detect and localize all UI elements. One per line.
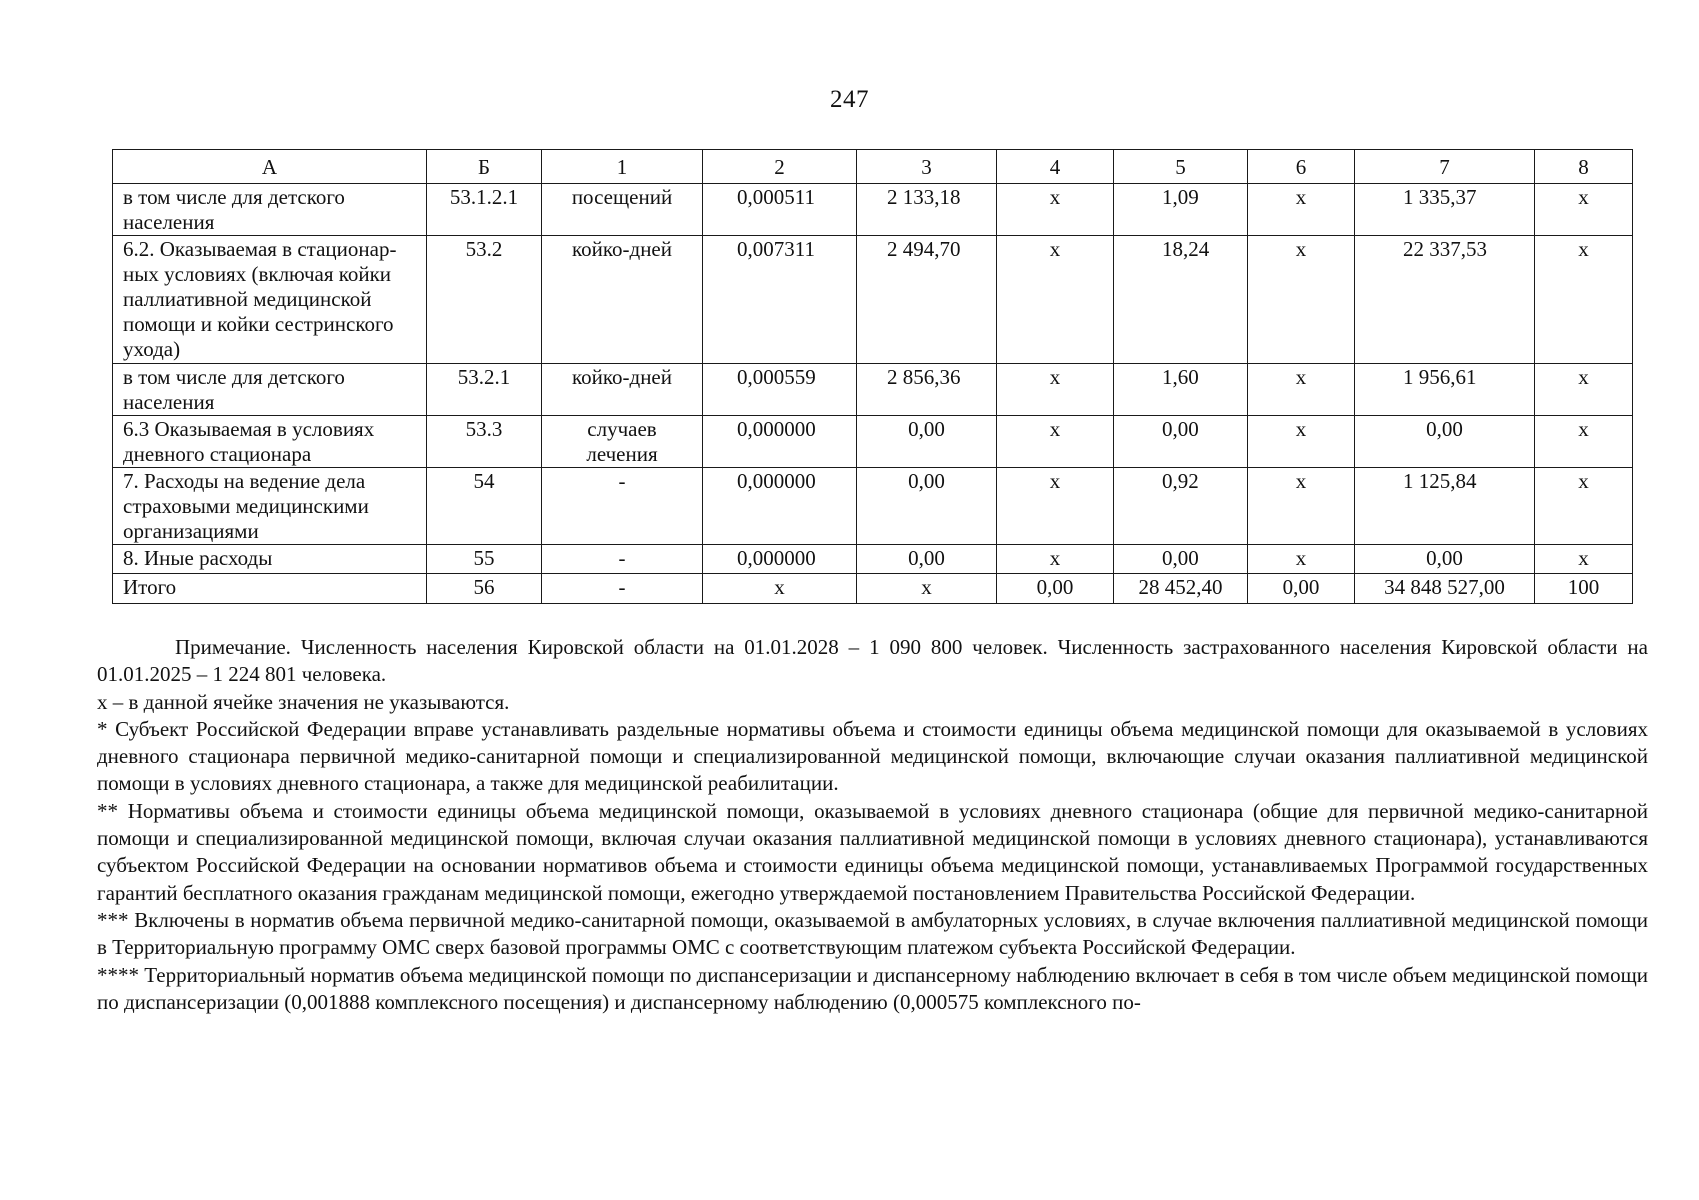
value-cell: 22 337,53 bbox=[1355, 236, 1535, 364]
column-header: Б bbox=[427, 150, 542, 184]
value-cell: 0,00 bbox=[997, 574, 1114, 604]
value-cell: 18,24 bbox=[1114, 236, 1248, 364]
data-table bbox=[112, 149, 1633, 604]
unit-cell: - bbox=[542, 574, 703, 604]
unit-cost-cell: 0,00 bbox=[857, 416, 997, 468]
column-header: 8 bbox=[1535, 150, 1633, 184]
column-header: 1 bbox=[542, 150, 703, 184]
volume-norm-cell: 0,000000 bbox=[703, 545, 857, 574]
value-cell: х bbox=[1248, 184, 1355, 236]
unit-cost-cell: 2 494,70 bbox=[857, 236, 997, 364]
row-name-cell: 8. Иные расходы bbox=[113, 545, 427, 574]
value-cell: 1 125,84 bbox=[1355, 468, 1535, 545]
value-cell: 34 848 527,00 bbox=[1355, 574, 1535, 604]
unit-cost-cell: 0,00 bbox=[857, 468, 997, 545]
value-cell: х bbox=[997, 468, 1114, 545]
value-cell: х bbox=[1248, 545, 1355, 574]
value-cell: х bbox=[1535, 364, 1633, 416]
value-cell: 1,60 bbox=[1114, 364, 1248, 416]
volume-norm-cell: 0,000000 bbox=[703, 416, 857, 468]
unit-cost-cell: 2 133,18 bbox=[857, 184, 997, 236]
unit-cost-cell: х bbox=[857, 574, 997, 604]
value-cell: 0,00 bbox=[1114, 545, 1248, 574]
value-cell: х bbox=[1535, 184, 1633, 236]
table-row bbox=[113, 468, 1633, 545]
value-cell: х bbox=[1535, 236, 1633, 364]
value-cell: х bbox=[997, 236, 1114, 364]
table-row bbox=[113, 416, 1633, 468]
unit-cell: койко-дней bbox=[542, 364, 703, 416]
total-row bbox=[113, 574, 1633, 604]
footnote-4: **** Территориальный норматив объема медицинской помощи по диспансеризации и диспансерному наблюдению включает в себя в том числе объем медицинской помощи по диспансеризации (0,001888 комплексного посещения) и диспансерному наблюдению (0,000575 комплексного по- bbox=[97, 962, 1648, 1014]
row-code-cell: 53.2 bbox=[427, 236, 542, 364]
value-cell: х bbox=[1248, 236, 1355, 364]
value-cell: х bbox=[997, 545, 1114, 574]
note-population: Примечание. Численность населения Кировской области на 01.01.2028 – 1 090 800 человек. Численность застрахованного населения Кировской области на 01.01.2025 – 1 224 801 человека. bbox=[97, 635, 1648, 687]
row-code-cell: 54 bbox=[427, 468, 542, 545]
value-cell: х bbox=[997, 364, 1114, 416]
value-cell: х bbox=[1248, 416, 1355, 468]
value-cell: 100 bbox=[1535, 574, 1633, 604]
row-name-cell: 6.2. Оказываемая в стационар-ных условиях (включая койки паллиативной медицинской помощи и койки сестринского ухода) bbox=[113, 236, 427, 364]
value-cell: 0,00 bbox=[1114, 416, 1248, 468]
table-header-row bbox=[113, 150, 1633, 184]
value-cell: 0,00 bbox=[1248, 574, 1355, 604]
value-cell: х bbox=[997, 416, 1114, 468]
notes-section bbox=[97, 634, 1648, 1016]
table-row bbox=[113, 184, 1633, 236]
unit-cell: койко-дней bbox=[542, 236, 703, 364]
footnote-2: ** Нормативы объема и стоимости единицы объема медицинской помощи, оказываемой в условиях дневного стационара (общие для первичной медико-санитарной помощи и специализированной медицинской помощи, включая случаи оказания паллиативной медицинской помощи в условиях дневного стационара), устанавливаются субъектом Российской Федерации на основании нормативов объема и стоимости единицы объема медицинской помощи, устанавливаемых Программой государственных гарантий бесплатного оказания гражданам медицинской помощи, ежегодно утверждаемой постановлением Правительства Российской Федерации. bbox=[97, 798, 1648, 905]
row-code-cell: 56 bbox=[427, 574, 542, 604]
row-code-cell: 53.3 bbox=[427, 416, 542, 468]
unit-cell: - bbox=[542, 468, 703, 545]
table-row bbox=[113, 545, 1633, 574]
value-cell: х bbox=[1535, 545, 1633, 574]
footnote-1: * Субъект Российской Федерации вправе устанавливать раздельные нормативы объема и стоимости единицы объема медицинской помощи для оказываемой в условиях дневного стационара первичной медико-санитарной помощи и специализированной медицинской помощи, включающие случаи оказания паллиативной медицинской помощи в условиях дневного стационара, а также для медицинской реабилитации. bbox=[97, 716, 1648, 796]
volume-norm-cell: 0,007311 bbox=[703, 236, 857, 364]
value-cell: 28 452,40 bbox=[1114, 574, 1248, 604]
column-header: А bbox=[113, 150, 427, 184]
unit-cell: - bbox=[542, 545, 703, 574]
total-label-cell: Итого bbox=[113, 574, 427, 604]
table-row bbox=[113, 236, 1633, 364]
row-code-cell: 55 bbox=[427, 545, 542, 574]
value-cell: 1,09 bbox=[1114, 184, 1248, 236]
unit-cost-cell: 2 856,36 bbox=[857, 364, 997, 416]
row-code-cell: 53.2.1 bbox=[427, 364, 542, 416]
column-header: 3 bbox=[857, 150, 997, 184]
page-number: 247 bbox=[830, 86, 869, 113]
row-name-cell: в том числе для детского населения bbox=[113, 184, 427, 236]
unit-cell: случаев лечения bbox=[542, 416, 703, 468]
unit-cell: посещений bbox=[542, 184, 703, 236]
volume-norm-cell: х bbox=[703, 574, 857, 604]
unit-cost-cell: 0,00 bbox=[857, 545, 997, 574]
value-cell: 0,00 bbox=[1355, 416, 1535, 468]
value-cell: х bbox=[1535, 468, 1633, 545]
column-header: 6 bbox=[1248, 150, 1355, 184]
value-cell: 1 335,37 bbox=[1355, 184, 1535, 236]
column-header: 5 bbox=[1114, 150, 1248, 184]
value-cell: х bbox=[1248, 468, 1355, 545]
value-cell: 0,00 bbox=[1355, 545, 1535, 574]
value-cell: х bbox=[1535, 416, 1633, 468]
value-cell: х bbox=[1248, 364, 1355, 416]
volume-norm-cell: 0,000559 bbox=[703, 364, 857, 416]
row-name-cell: 6.3 Оказываемая в условиях дневного стационара bbox=[113, 416, 427, 468]
column-header: 7 bbox=[1355, 150, 1535, 184]
volume-norm-cell: 0,000511 bbox=[703, 184, 857, 236]
row-name-cell: в том числе для детского населения bbox=[113, 364, 427, 416]
column-header: 2 bbox=[703, 150, 857, 184]
volume-norm-cell: 0,000000 bbox=[703, 468, 857, 545]
column-header: 4 bbox=[997, 150, 1114, 184]
row-code-cell: 53.1.2.1 bbox=[427, 184, 542, 236]
value-cell: х bbox=[997, 184, 1114, 236]
row-name-cell: 7. Расходы на ведение дела страховыми медицинскими организациями bbox=[113, 468, 427, 545]
value-cell: 1 956,61 bbox=[1355, 364, 1535, 416]
footnote-3: *** Включены в норматив объема первичной медико-санитарной помощи, оказываемой в амбулаторных условиях, в случае включения паллиативной медицинской помощи в Территориальную программу ОМС сверх базовой программы ОМС с соответствующим платежом субъекта Российской Федерации. bbox=[97, 907, 1648, 960]
note-x-legend: х – в данной ячейке значения не указываются. bbox=[97, 689, 510, 714]
table-row bbox=[113, 364, 1633, 416]
value-cell: 0,92 bbox=[1114, 468, 1248, 545]
